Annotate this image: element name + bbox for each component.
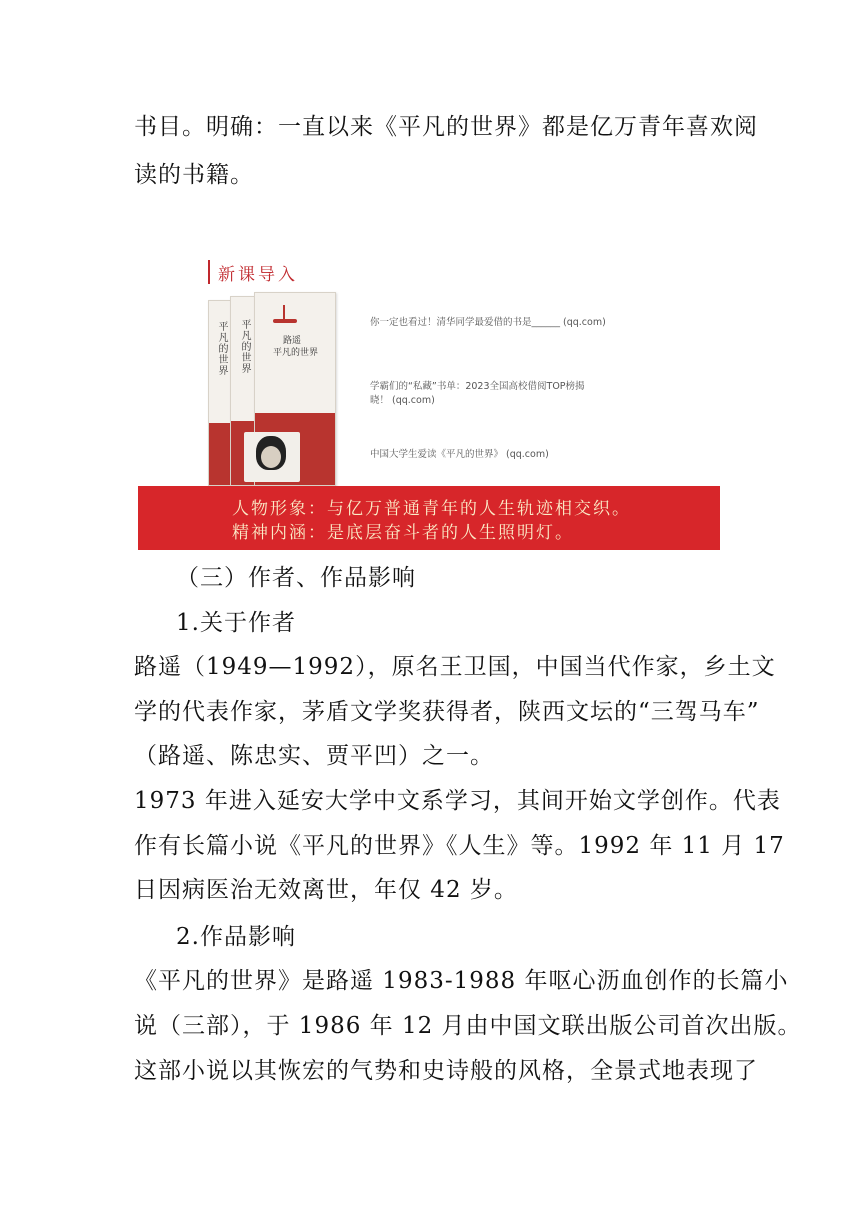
body-text-line: 读的书籍。 xyxy=(134,162,254,188)
caption-text: 晓！ (qq.com) xyxy=(370,395,435,406)
book-set-image xyxy=(208,292,368,488)
author-portrait xyxy=(244,432,300,482)
body-text-line: 这部小说以其恢宏的气势和史诗般的风格，全景式地表现了 xyxy=(134,1058,758,1084)
book-volume-3 xyxy=(208,300,232,486)
body-text-line: 《平凡的世界》是路遥 1983-1988 年呕心沥血创作的长篇小 xyxy=(134,968,789,994)
book-author: 路遥 xyxy=(283,336,302,346)
body-text-line: 日因病医治无效离世，年仅 42 岁。 xyxy=(134,877,518,903)
body-text-line: 作有长篇小说《平凡的世界》《人生》等。1992 年 11 月 17 xyxy=(134,833,785,859)
summary-banner xyxy=(138,486,720,550)
body-text-line: 说（三部），于 1986 年 12 月由中国文联出版公司首次出版。 xyxy=(134,1013,802,1039)
book-spine-title: 平凡的世界 xyxy=(239,319,250,374)
body-text-line: 书目。明确：一直以来《平凡的世界》都是亿万青年喜欢阅 xyxy=(134,114,758,140)
banner-line-character: 人物形象：与亿万普通青年的人生轨迹相交织。 xyxy=(232,499,631,519)
banner-line-spirit: 精神内涵：是底层奋斗者的人生照明灯。 xyxy=(232,523,574,543)
title-accent-bar xyxy=(208,260,210,284)
lesson-intro-figure xyxy=(138,234,720,550)
figure-title: 新课导入 xyxy=(218,265,298,285)
body-text-line: 1973 年进入延安大学中文系学习，其间开始文学创作。代表 xyxy=(134,788,781,814)
caption-text: 你一定也看过！清华同学最爱借的书是______ (qq.com) xyxy=(370,317,606,328)
subsection-heading: 2.作品影响 xyxy=(176,924,296,950)
caption-text: 中国大学生爱读《平凡的世界》 (qq.com) xyxy=(370,449,549,460)
subsection-heading: 1.关于作者 xyxy=(176,610,296,636)
book-front-title: 平凡的世界 xyxy=(273,348,319,358)
section-heading: （三）作者、作品影响 xyxy=(176,565,416,591)
book-spine-title: 平凡的世界 xyxy=(216,321,227,376)
body-text-line: 学的代表作家，茅盾文学奖获得者，陕西文坛的“三驾马车” xyxy=(134,699,760,725)
caption-text: 学霸们的“私藏”书单：2023全国高校借阅TOP榜揭 xyxy=(370,381,585,392)
body-text-line: （路遥、陈忠实、贾平凹）之一。 xyxy=(134,743,494,769)
body-text-line: 路遥（1949—1992），原名王卫国，中国当代作家，乡土文 xyxy=(134,654,776,680)
